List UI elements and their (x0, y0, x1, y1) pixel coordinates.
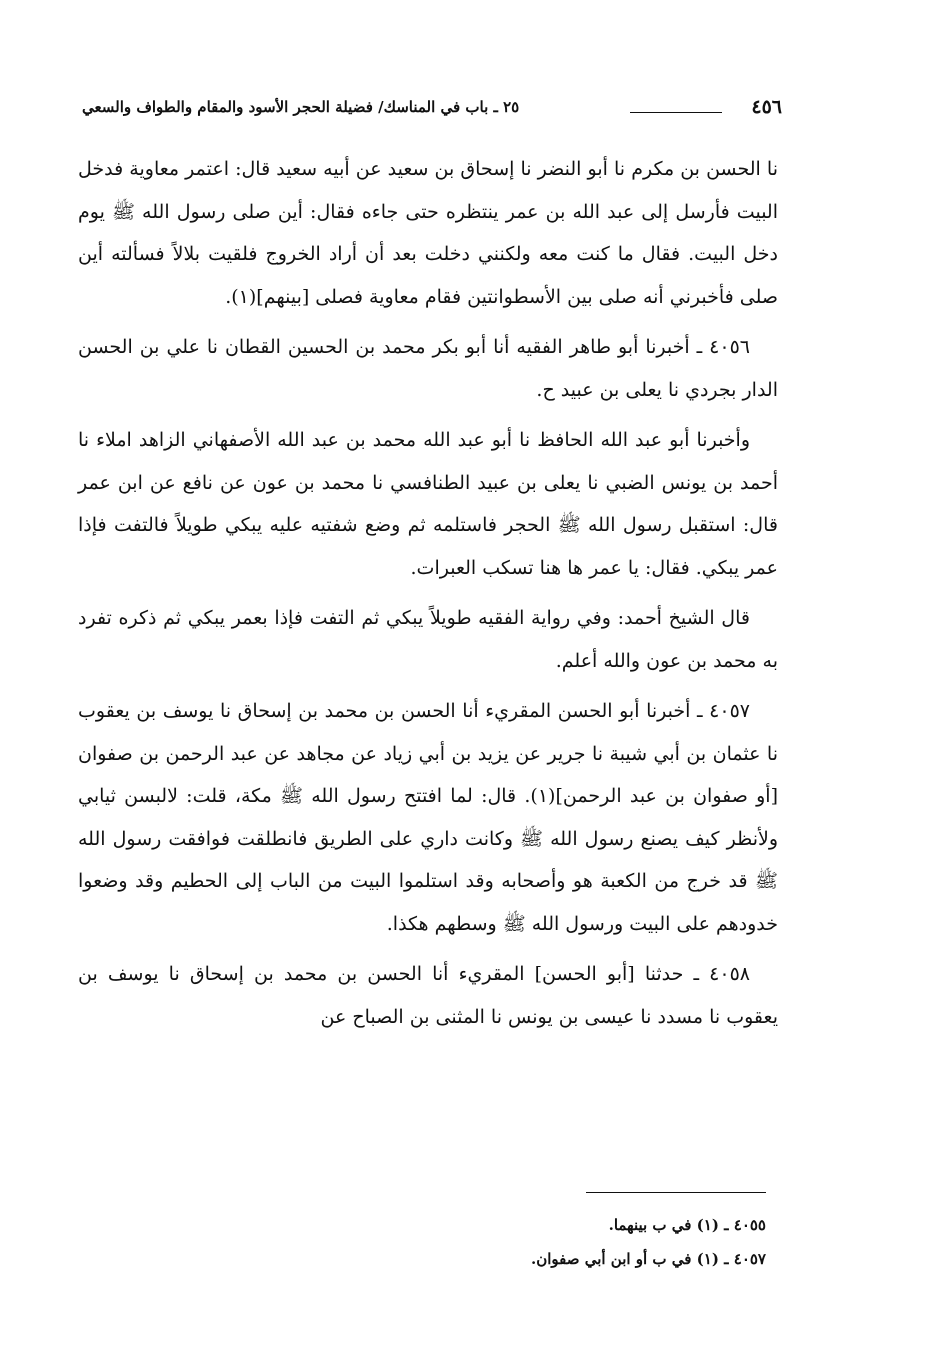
paragraph-hadith-4058: ٤٠٥٨ ـ حدثنا [أبو الحسن] المقريء أنا الحسن بن محمد بن إسحاق نا يوسف بن يعقوب نا مسدد نا عيسى بن يونس نا المثنى بن الصباح عن (78, 963, 778, 1028)
paragraph-hadith-4056: ٤٠٥٦ ـ أخبرنا أبو طاهر الفقيه أنا أبو بكر محمد بن الحسين القطان نا علي بن الحسن الدار بجردي نا يعلى بن عبيد ح. (78, 336, 778, 401)
running-header (82, 96, 782, 126)
footnote-item: ٤٠٥٧ ـ (١) في ب أو ابن أبي صفوان. (531, 1250, 766, 1268)
chapter-title: ٢٥ ـ باب في المناسك/ فضيلة الحجر الأسود والمقام والطواف والسعي (82, 98, 520, 116)
header-rule (630, 112, 722, 113)
paragraph-hadith-4057: ٤٠٥٧ ـ أخبرنا أبو الحسن المقريء أنا الحسن بن محمد بن إسحاق نا يوسف بن يعقوب نا عثمان بن أبي شيبة نا جرير عن يزيد بن أبي زياد عن مجاهد عن عبد الرحمن بن صفوان [أو صفوان بن عبد الرحمن](١). قال: لما افتتح رسول الله ﷺ مكة، قلت: لالبسن ثيابي ولأنظر كيف يصنع رسول الله ﷺ وكانت داري على الطريق فانطلقت فوافقت رسول الله ﷺ قد خرج من الكعبة هو وأصحابه وقد استلموا البيت من الباب إلى الحطيم وقد وضعوا خدودهم على البيت ورسول الله ﷺ وسطهم هكذا. (78, 700, 778, 935)
page-number: ٤٥٦ (751, 96, 782, 118)
paragraph-chain-second: وأخبرنا أبو عبد الله الحافظ نا أبو عبد الله محمد بن عبد الله الأصفهاني الزاهد املاء نا أحمد بن يونس الضبي نا يعلى بن عبيد الطنافسي نا محمد بن عون عن نافع عن ابن عمر قال: استقبل رسول الله ﷺ الحجر فاستلمه ثم وضع شفتيه عليه يبكي طويلاً فالتفت فإذا عمر يبكي. فقال: يا عمر ها هنا تسكب العبرات. (78, 429, 778, 579)
body-text (78, 148, 778, 1046)
paragraph-sheikh-comment: قال الشيخ أحمد: وفي رواية الفقيه طويلاً يبكي ثم التفت فإذا بعمر يبكي ثم ذكره تفرد به محمد بن عون والله أعلم. (78, 607, 778, 672)
footnote-item: ٤٠٥٥ ـ (١) في ب بينهما. (608, 1216, 766, 1234)
paragraph-continuation: نا الحسن بن مكرم نا أبو النضر نا إسحاق بن سعيد عن أبيه سعيد قال: اعتمر معاوية فدخل البيت فأرسل إلى عبد الله بن عمر ينتظره حتى جاءه فقال: أين صلى رسول الله ﷺ يوم دخل البيت. فقال ما كنت معه ولكنني دخلت بعد أن أراد الخروج فلقيت بلالاً فسألته أين صلى فأخبرني أنه صلى بين الأسطوانتين فقام معاوية فصلى [بينهم](١). (78, 158, 778, 308)
footnotes (346, 1208, 766, 1276)
footnote-rule (586, 1192, 766, 1193)
